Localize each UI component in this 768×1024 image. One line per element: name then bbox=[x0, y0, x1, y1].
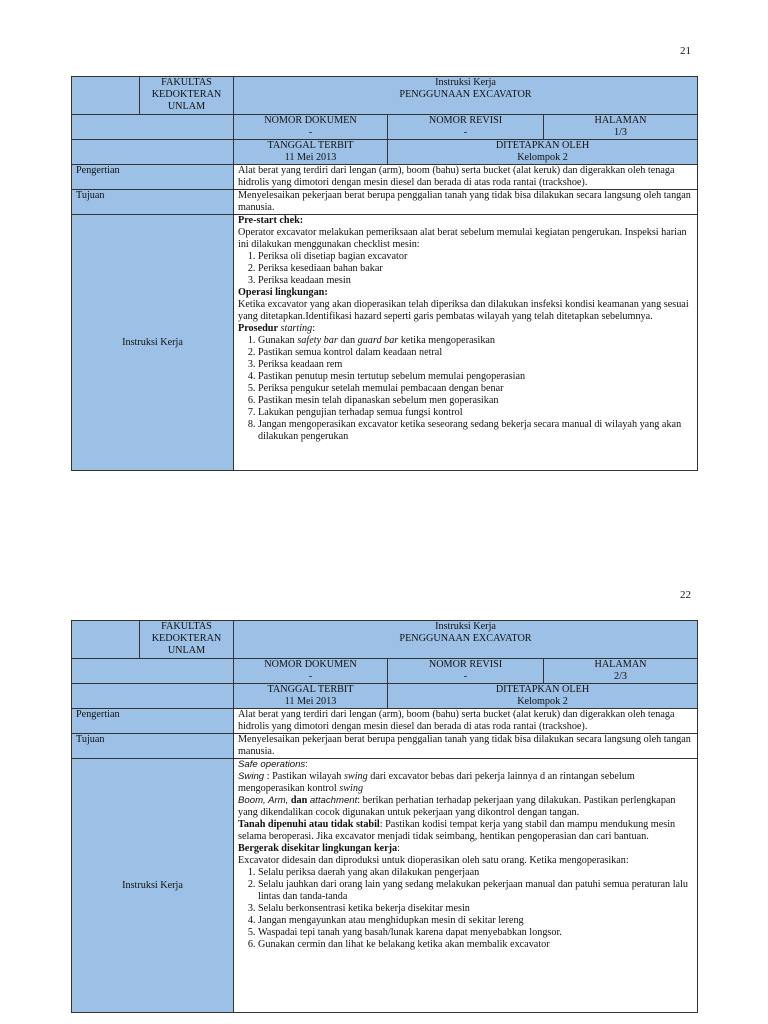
nomor-dokumen-cell bbox=[234, 115, 388, 140]
work-instruction-table bbox=[71, 76, 698, 471]
halaman-label: HALAMAN bbox=[594, 115, 647, 126]
nomor-dokumen-label: NOMOR DOKUMEN bbox=[264, 115, 357, 126]
nomor-dokumen-value: - bbox=[308, 127, 313, 138]
boom-paragraph: Boom, Arm, dan attachment: berikan perhatian terhadap pekerjaan yang dilakukan. Pastikan perlengkapan yang dikendalikan cocok digunakan untuk pekerjaan yang dikontrol dengan tangan. bbox=[238, 795, 676, 818]
empty-cell bbox=[72, 140, 234, 165]
page-number: 21 bbox=[680, 45, 691, 57]
halaman-label: HALAMAN bbox=[594, 659, 647, 670]
halaman-cell bbox=[544, 115, 698, 140]
nomor-revisi-label: NOMOR REVISI bbox=[428, 659, 503, 670]
list-item: 2. Pastikan semua kontrol dalam keadaan netral bbox=[258, 347, 693, 359]
list-item: 2. Selalu jauhkan dari orang lain yang sedang melakukan pekerjaan manual dan patuhi semua peraturan lalu lintas dan tanda-tanda bbox=[258, 879, 693, 903]
faculty-line: UNLAM bbox=[167, 101, 206, 112]
list-item: 8. Jangan mengoperasikan excavator ketika seseorang sedang bekerja secara manual di wilayah yang akan dilakukan pengerukan bbox=[258, 419, 693, 443]
tanggal-value: 11 Mei 2013 bbox=[284, 696, 337, 707]
tujuan-text: Menyelesaikan pekerjaan berat berupa penggalian tanah yang tidak bisa dilakukan secara langsung oleh tangan manusia. bbox=[234, 190, 698, 215]
list-item: 3. Periksa keadaan mesin bbox=[258, 275, 693, 287]
work-instruction-table bbox=[71, 620, 698, 1013]
doc-title: PENGGUNAAN EXCAVATOR bbox=[399, 89, 532, 100]
movement-list bbox=[238, 867, 693, 951]
doc-title: PENGGUNAAN EXCAVATOR bbox=[399, 633, 532, 644]
nomor-dokumen-cell bbox=[234, 659, 388, 684]
halaman-value: 1/3 bbox=[614, 127, 628, 138]
instruksi-label: Instruksi Kerja bbox=[72, 215, 234, 471]
tanggal-label: TANGGAL TERBIT bbox=[267, 684, 354, 695]
faculty-line: FAKULTAS bbox=[161, 77, 212, 88]
nomor-revisi-cell bbox=[388, 659, 544, 684]
list-item: 4. Pastikan penutup mesin tertutup sebelum memulai pengoperasian bbox=[258, 371, 693, 383]
pengertian-label: Pengertian bbox=[72, 165, 234, 190]
faculty-line: KEDOKTERAN bbox=[151, 633, 222, 644]
tujuan-label: Tujuan bbox=[72, 190, 234, 215]
tujuan-text: Menyelesaikan pekerjaan berat berupa penggalian tanah yang tidak bisa dilakukan secara langsung oleh tangan manusia. bbox=[234, 734, 698, 759]
tujuan-label: Tujuan bbox=[72, 734, 234, 759]
pengertian-text: Alat berat yang terdiri dari lengan (arm), boom (bahu) serta bucket (alat keruk) dan digerakkan oleh tenaga hidrolis yang dimotori dengan mesin diesel dan berada di atas roda rantai (trackshoe). bbox=[234, 709, 698, 734]
ditetapkan-cell bbox=[388, 684, 698, 709]
list-item: 5. Periksa pengukur setelah memulai pembacaan dengan benar bbox=[258, 383, 693, 395]
instruksi-body bbox=[234, 215, 698, 471]
list-item: 1. Gunakan safety bar dan guard bar ketika mengoperasikan bbox=[258, 335, 693, 347]
section-text: Ketika excavator yang akan dioperasikan telah diperiksa dan dilakukan insfeksi kondisi keamanan yang sesuai yang ditetapkan.Identifikasi hazard seperti garis pembatas wilayah yang telah ditetapkan sebelumnya. bbox=[238, 299, 689, 322]
section-heading: Bergerak disekitar lingkungan kerja: bbox=[238, 843, 400, 854]
empty-cell bbox=[72, 684, 234, 709]
faculty-line: KEDOKTERAN bbox=[151, 89, 222, 100]
ditetapkan-cell bbox=[388, 140, 698, 165]
faculty-cell bbox=[140, 621, 234, 659]
pengertian-label: Pengertian bbox=[72, 709, 234, 734]
list-item: 6. Pastikan mesin telah dipanaskan sebelum men goperasikan bbox=[258, 395, 693, 407]
empty-cell bbox=[72, 115, 234, 140]
page-number: 22 bbox=[680, 589, 691, 601]
ditetapkan-label: DITETAPKAN OLEH bbox=[495, 684, 590, 695]
section-heading: Pre-start chek: bbox=[238, 215, 304, 226]
faculty-line: UNLAM bbox=[167, 645, 206, 656]
section-text: Operator excavator melakukan pemeriksaan alat berat sebelum memulai kegiatan pengerukan. Inspeksi harian ini dilakukan menggunakan checklist mesin: bbox=[238, 227, 687, 250]
instruksi-body bbox=[234, 759, 698, 1013]
ditetapkan-label: DITETAPKAN OLEH bbox=[495, 140, 590, 151]
list-item: 4. Jangan mengayunkan atau menghidupkan mesin di sekitar lereng bbox=[258, 915, 693, 927]
empty-cell bbox=[72, 659, 234, 684]
halaman-value: 2/3 bbox=[614, 671, 628, 682]
logo-cell bbox=[72, 77, 140, 115]
tanggal-cell bbox=[234, 684, 388, 709]
tanah-paragraph: Tanah dipenuhi atau tidak stabil: Pastikan kodisi tempat kerja yang stabil dan mampu mendukung mesin selama beroperasi. Jika excavator menjadi tidak seimbang, hentikan pengoperasian dan cari bantuan. bbox=[238, 819, 676, 842]
procedure-list bbox=[238, 335, 693, 443]
list-item: 1. Selalu periksa daerah yang akan dilakukan pengerjaan bbox=[258, 867, 693, 879]
list-item: 2. Periksa kesediaan bahan bakar bbox=[258, 263, 693, 275]
list-item: 3. Periksa keadaan rem bbox=[258, 359, 693, 371]
doc-title-cell bbox=[234, 77, 698, 115]
logo-cell bbox=[72, 621, 140, 659]
list-item: 7. Lakukan pengujian terhadap semua fungsi kontrol bbox=[258, 407, 693, 419]
list-item: 3. Selalu berkonsentrasi ketika bekerja disekitar mesin bbox=[258, 903, 693, 915]
nomor-revisi-value: - bbox=[463, 127, 468, 138]
section-heading: Safe operations: bbox=[238, 759, 308, 770]
list-item: 5. Waspadai tepi tanah yang basah/lunak karena dapat menyebabkan longsor. bbox=[258, 927, 693, 939]
nomor-revisi-value: - bbox=[463, 671, 468, 682]
instruksi-label: Instruksi Kerja bbox=[72, 759, 234, 1013]
section-text: Excavator didesain dan diproduksi untuk dioperasikan oleh satu orang. Ketika mengoperasikan: bbox=[238, 855, 629, 866]
doc-type: Instruksi Kerja bbox=[435, 621, 496, 632]
nomor-revisi-cell bbox=[388, 115, 544, 140]
tanggal-value: 11 Mei 2013 bbox=[284, 152, 337, 163]
list-item: 1. Periksa oli disetiap bagian excavator bbox=[258, 251, 693, 263]
doc-title-cell bbox=[234, 621, 698, 659]
nomor-dokumen-value: - bbox=[308, 671, 313, 682]
halaman-cell bbox=[544, 659, 698, 684]
nomor-revisi-label: NOMOR REVISI bbox=[428, 115, 503, 126]
pengertian-text: Alat berat yang terdiri dari lengan (arm), boom (bahu) serta bucket (alat keruk) dan digerakkan oleh tenaga hidrolis yang dimotori dengan mesin diesel dan berada di atas roda rantai (trackshoe). bbox=[234, 165, 698, 190]
swing-paragraph: Swing : Pastikan wilayah swing dari excavator bebas dari pekerja lainnya d an rintangan sebelum mengoperasikan kontrol swing bbox=[238, 771, 635, 794]
list-item: 6. Gunakan cermin dan lihat ke belakang ketika akan membalik excavator bbox=[258, 939, 693, 951]
doc-type: Instruksi Kerja bbox=[435, 77, 496, 88]
faculty-cell bbox=[140, 77, 234, 115]
ditetapkan-value: Kelompok 2 bbox=[517, 152, 568, 163]
faculty-line: FAKULTAS bbox=[161, 621, 212, 632]
section-heading: Prosedur starting: bbox=[238, 323, 316, 334]
ditetapkan-value: Kelompok 2 bbox=[517, 696, 568, 707]
tanggal-cell bbox=[234, 140, 388, 165]
checklist bbox=[238, 251, 693, 287]
tanggal-label: TANGGAL TERBIT bbox=[267, 140, 354, 151]
nomor-dokumen-label: NOMOR DOKUMEN bbox=[264, 659, 357, 670]
section-heading: Operasi lingkungan: bbox=[238, 287, 328, 298]
